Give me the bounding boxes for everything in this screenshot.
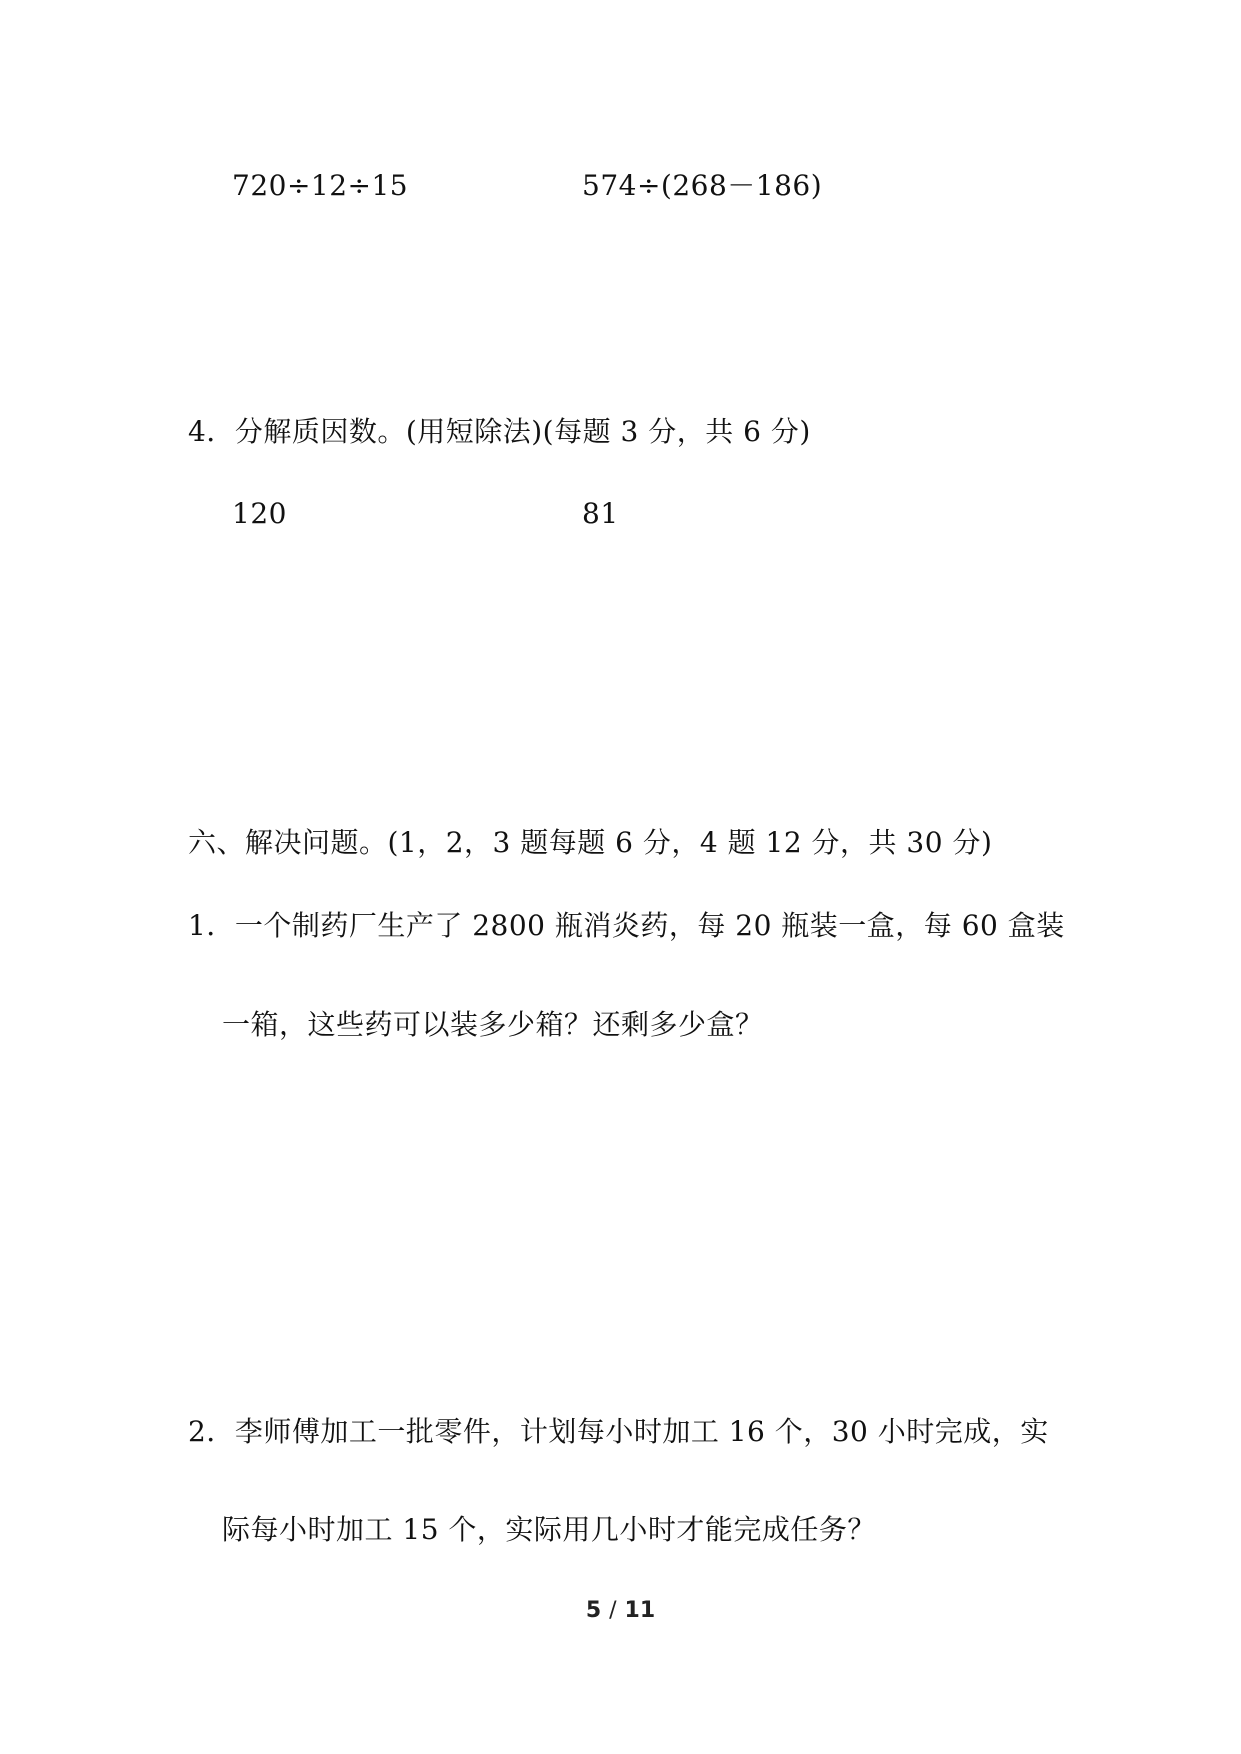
total-pages-number: 11: [624, 1598, 656, 1623]
problem-1-line-2: 一箱，这些药可以装多少箱？还剩多少盒？: [222, 1008, 764, 1041]
page-separator: /: [609, 1598, 617, 1623]
problem-1-line-1: 1．一个制药厂生产了 2800 瓶消炎药，每 20 瓶装一盒，每 60 盒装: [188, 909, 1065, 942]
section-6-title: 六、解决问题。(1，2，3 题每题 6 分，4 题 12 分，共 30 分): [188, 826, 993, 859]
expression-right: 574÷(268－186): [582, 169, 823, 202]
problem-2-line-1: 2．李师傅加工一批零件，计划每小时加工 16 个，30 小时完成，实: [188, 1415, 1049, 1448]
question-4-title: 4．分解质因数。(用短除法)(每题 3 分，共 6 分): [188, 415, 811, 448]
factor-number-right: 81: [582, 497, 619, 530]
expression-left: 720÷12÷15: [232, 169, 409, 202]
current-page-number: 5: [585, 1598, 602, 1623]
factor-number-left: 120: [232, 497, 287, 530]
problem-2-line-2: 际每小时加工 15 个，实际用几小时才能完成任务？: [222, 1513, 876, 1546]
page-number: [0, 1598, 1241, 1623]
